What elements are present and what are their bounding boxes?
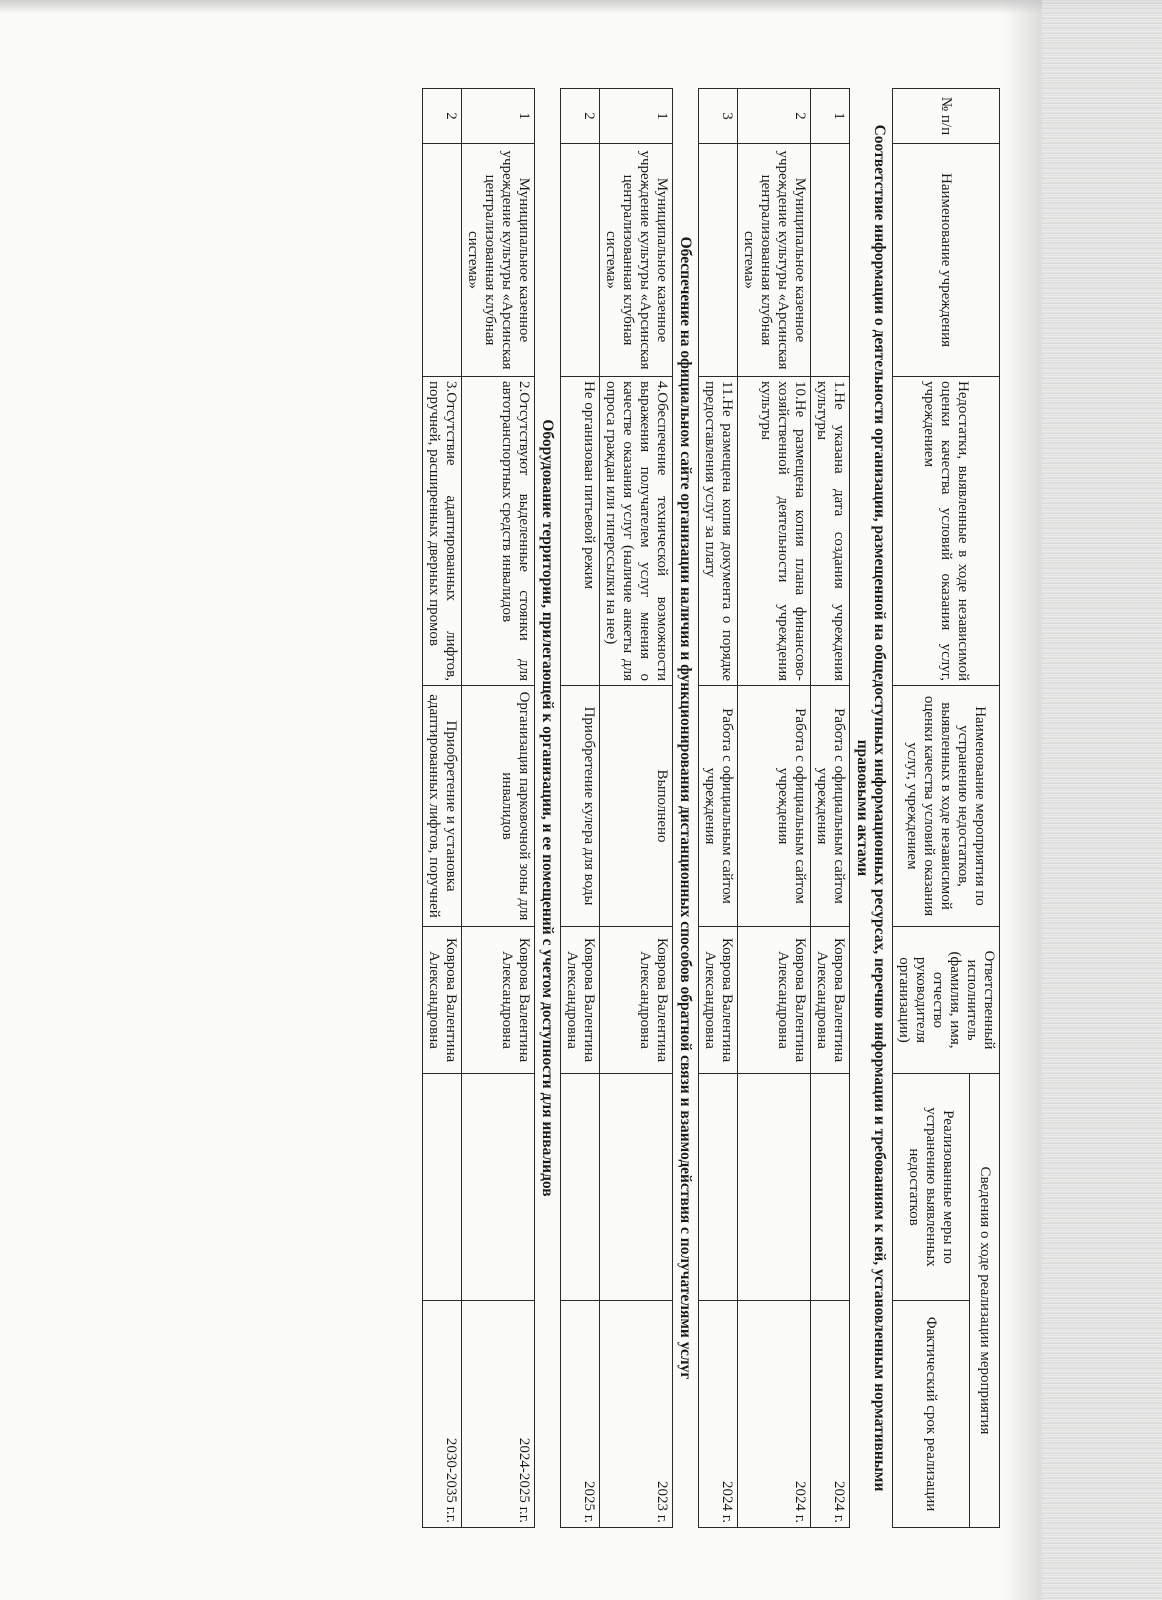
scan-artifact-shadow <box>1002 0 1042 1600</box>
table-row <box>561 89 600 1528</box>
row-term: 2023 г. <box>600 1301 673 1528</box>
scan-artifact-edge <box>1042 0 1162 1600</box>
row-responsible: Коврова Валентина Александровна <box>462 927 535 1074</box>
header-num: № п/п <box>893 89 1000 144</box>
header-progress: Сведения о ходе реализации мероприятия <box>969 1074 999 1528</box>
row-term: 2024 г. <box>738 1301 811 1528</box>
table-row <box>738 89 811 1528</box>
row-deficiency: 1.Не указана дата создания учреждения культуры <box>811 377 850 686</box>
table-row <box>600 89 673 1528</box>
row-name <box>561 144 600 377</box>
measures-table <box>422 88 1000 1528</box>
row-term: 2024-2025 г.г. <box>462 1301 535 1528</box>
table-row <box>462 89 535 1528</box>
table-header-row <box>969 89 999 1528</box>
row-realized <box>423 1074 462 1301</box>
row-measure: Работа с официальным сайтом учреждения <box>738 686 811 927</box>
row-realized <box>811 1074 850 1301</box>
table-row <box>699 89 738 1528</box>
row-realized <box>600 1074 673 1301</box>
row-name: Муниципальное казенное учреждение культуры «Арсинская централизованная клубная система» <box>462 144 535 377</box>
row-responsible: Коврова Валентина Александровна <box>811 927 850 1074</box>
row-num: 2 <box>423 89 462 144</box>
row-deficiency: 2.Отсутствуют выделенные стоянки для автотранспортных средств инвалидов <box>462 377 535 686</box>
row-num: 1 <box>462 89 535 144</box>
row-deficiency: Не организован питьевой режим <box>561 377 600 686</box>
header-realized: Реализованные меры по устранению выявленных недостатков <box>893 1074 970 1301</box>
row-measure: Работа с официальным сайтом учреждения <box>699 686 738 927</box>
table-row <box>423 89 462 1528</box>
rotated-document-page <box>0 88 1000 1528</box>
row-name <box>423 144 462 377</box>
row-realized <box>462 1074 535 1301</box>
row-measure: Работа с официальным сайтом учреждения <box>811 686 850 927</box>
row-term: 2030-2035 г.г. <box>423 1301 462 1528</box>
section-title-row <box>673 89 699 1528</box>
table-row <box>811 89 850 1528</box>
row-realized <box>738 1074 811 1301</box>
row-deficiency: 3.Отсутствие адаптированных лифтов, поручней, расширенных дверных промов <box>423 377 462 686</box>
header-deficiencies: Недостатки, выявленные в ходе независимой оценки качества условий оказания услуг, учреждением <box>893 377 1000 686</box>
row-name <box>699 144 738 377</box>
row-realized <box>699 1074 738 1301</box>
row-num: 2 <box>738 89 811 144</box>
row-responsible: Коврова Валентина Александровна <box>738 927 811 1074</box>
row-term: 2025 г. <box>561 1301 600 1528</box>
row-measure: Организация парковочной зоны для инвалидов <box>462 686 535 927</box>
row-name <box>811 144 850 377</box>
header-term: Фактический срок реализации <box>893 1301 970 1528</box>
header-responsible: Ответственный исполнитель (фамилия, имя, отчество руководителя организации) <box>893 927 1000 1074</box>
row-responsible: Коврова Валентина Александровна <box>561 927 600 1074</box>
row-deficiency: 4.Обеспечение технической возможности выражения получателем услуг мнения о качестве оказания услуг (наличие анкеты для опроса граждан или гиперссылки на нее) <box>600 377 673 686</box>
row-name: Муниципальное казенное учреждение культуры «Арсинская централизованная клубная система» <box>738 144 811 377</box>
row-term: 2024 г. <box>699 1301 738 1528</box>
row-num: 1 <box>600 89 673 144</box>
row-deficiency: 10.Не размещена копия плана финансово-хозяйственной деятельности учреждения культуры <box>738 377 811 686</box>
row-num: 3 <box>699 89 738 144</box>
row-measure: Выполнено <box>600 686 673 927</box>
section-title-row <box>850 89 893 1528</box>
header-measure: Наименование мероприятия по устранению недостатков, выявленных в ходе независимой оценки качества условий оказания услуг, учреждением <box>893 686 1000 927</box>
row-responsible: Коврова Валентина Александровна <box>423 927 462 1074</box>
row-measure: Приобретение и установка адаптированных лифтов, поручней <box>423 686 462 927</box>
scan-artifact-top <box>0 0 1162 14</box>
row-num: 2 <box>561 89 600 144</box>
header-name: Наименование учреждения <box>893 144 1000 377</box>
row-deficiency: 11.Не размещена копия документа о порядке предоставления услуг за плату <box>699 377 738 686</box>
row-responsible: Коврова Валентина Александровна <box>699 927 738 1074</box>
row-realized <box>561 1074 600 1301</box>
row-num: 1 <box>811 89 850 144</box>
section-title: Обеспечение на официальном сайте организации наличия и функционирования дистанционных способов обратной связи и взаимодействия с получателями услуг <box>673 89 699 1528</box>
section-title-row <box>535 89 561 1528</box>
section-title: Оборудование территории, прилегающей к организации, и ее помещений с учетом доступности для инвалидов <box>535 89 561 1528</box>
row-name: Муниципальное казенное учреждение культуры «Арсинская централизованная клубная система» <box>600 144 673 377</box>
row-measure: Приобретение кулера для воды <box>561 686 600 927</box>
row-responsible: Коврова Валентина Александровна <box>600 927 673 1074</box>
section-title: Соответствие информации о деятельности организации, размещенной на общедоступных информационных ресурсах, перечню информации и требованиям к ней, установленным нормативными правовыми актами <box>850 89 893 1528</box>
row-term: 2024 г. <box>811 1301 850 1528</box>
